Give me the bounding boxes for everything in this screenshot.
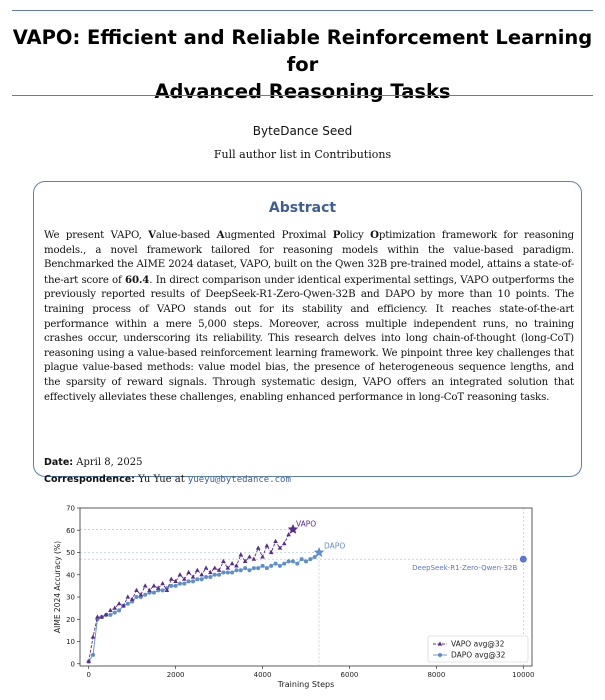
dapo-point <box>243 566 247 570</box>
y-tick-label: 0 <box>70 660 75 669</box>
vapo-point <box>256 545 261 549</box>
x-tick-label: 0 <box>86 671 91 679</box>
dapo-point <box>252 566 256 570</box>
title-line-2: Advanced Reasoning Tasks <box>154 80 451 103</box>
vapo-point <box>282 541 287 545</box>
dapo-point <box>91 653 95 657</box>
dapo-point <box>313 555 317 559</box>
dapo-point <box>126 602 130 606</box>
dapo-point <box>195 577 199 581</box>
deepseek-point <box>520 556 527 563</box>
page-title <box>0 24 605 105</box>
dapo-point <box>152 591 156 595</box>
legend-dapo-label: DAPO avg@32 <box>451 650 506 660</box>
vapo-point <box>265 543 270 547</box>
correspondence-line <box>44 474 291 485</box>
x-axis-label: Training Steps <box>277 680 335 689</box>
dapo-point <box>274 562 278 566</box>
dapo-point <box>182 582 186 586</box>
vapo-point <box>247 554 252 558</box>
dapo-point <box>217 573 221 577</box>
x-tick-label: 2000 <box>166 671 185 679</box>
dapo-point <box>221 571 225 575</box>
dapo-point <box>234 568 238 572</box>
dapo-point <box>308 557 312 561</box>
dapo-point <box>278 564 282 568</box>
aime-accuracy-chart <box>50 498 540 693</box>
sota-score: 60.4 <box>125 273 150 286</box>
vapo-annotation-label: VAPO <box>295 519 317 529</box>
vapo-point <box>152 583 157 587</box>
date-line <box>44 457 142 468</box>
vapo-point <box>230 561 235 565</box>
dapo-point <box>213 573 217 577</box>
vapo-point <box>160 581 165 585</box>
vapo-point <box>130 597 135 601</box>
dapo-point <box>208 575 212 579</box>
dapo-point <box>226 571 230 575</box>
vapo-point <box>260 554 265 558</box>
correspondence-name: Yu Yue at <box>138 474 185 485</box>
y-tick-label: 30 <box>66 593 75 602</box>
dapo-point <box>261 564 265 568</box>
correspondence-email-link[interactable]: yueyu@bytedance.com <box>187 475 291 485</box>
vapo-point <box>169 577 174 581</box>
title-rule <box>12 95 593 96</box>
vapo-point <box>143 583 148 587</box>
dapo-point <box>282 562 286 566</box>
vapo-point <box>117 601 122 605</box>
x-tick-label: 10000 <box>512 671 535 679</box>
vapo-line <box>89 529 293 661</box>
dapo-annotation-label: DAPO <box>324 541 346 551</box>
dapo-point <box>174 584 178 588</box>
affiliation: ByteDance Seed <box>252 124 353 138</box>
vapo-point <box>239 552 244 556</box>
dapo-point <box>269 564 273 568</box>
x-tick-label: 4000 <box>253 671 272 679</box>
vapo-point <box>204 565 209 569</box>
dapo-point <box>295 562 299 566</box>
dapo-point <box>135 595 139 599</box>
vapo-point <box>91 634 96 638</box>
dapo-point <box>239 568 243 572</box>
dapo-point <box>108 613 112 617</box>
top-rule <box>12 10 593 11</box>
abstract-heading: Abstract <box>268 200 337 216</box>
legend-vapo-label: VAPO avg@32 <box>451 639 505 649</box>
date-value: April 8, 2025 <box>76 457 143 468</box>
vapo-point <box>126 594 131 598</box>
dapo-point <box>291 559 295 563</box>
vapo-point <box>212 565 217 569</box>
dapo-point <box>265 566 269 570</box>
dapo-point <box>113 611 117 615</box>
dapo-point <box>187 579 191 583</box>
dapo-point <box>117 608 121 612</box>
dapo-point <box>191 579 195 583</box>
authors-note: Full author list in Contributions <box>213 148 392 161</box>
x-tick-label: 6000 <box>340 671 359 679</box>
y-tick-label: 60 <box>66 526 75 535</box>
vapo-point <box>95 614 100 618</box>
vapo-point <box>186 570 191 574</box>
dapo-point <box>248 568 252 572</box>
dapo-point <box>304 559 308 563</box>
dapo-point <box>300 557 304 561</box>
dapo-point <box>169 584 173 588</box>
legend-dapo-marker <box>438 653 442 657</box>
y-tick-label: 50 <box>66 549 75 558</box>
date-label: Date: <box>44 457 74 468</box>
y-axis-label: AIME 2024 Accuracy (%) <box>53 540 62 634</box>
vapo-point <box>199 572 204 576</box>
vapo-point <box>134 588 139 592</box>
vapo-point <box>195 568 200 572</box>
correspondence-label: Correspondence: <box>44 474 135 485</box>
vapo-point <box>108 608 113 612</box>
vapo-point <box>252 557 257 561</box>
dapo-point <box>287 559 291 563</box>
x-tick-label: 8000 <box>427 671 446 679</box>
vapo-point <box>273 539 278 543</box>
y-tick-label: 40 <box>66 571 75 580</box>
y-tick-label: 70 <box>66 504 75 513</box>
y-tick-label: 10 <box>66 638 75 647</box>
dapo-point <box>178 582 182 586</box>
dapo-point <box>256 566 260 570</box>
dapo-point <box>161 588 165 592</box>
title-line-1: VAPO: Efficient and Reliable Reinforcement Learning for <box>12 26 593 76</box>
y-tick-label: 20 <box>66 615 75 624</box>
deepseek-annotation-label: DeepSeek-R1-Zero-Qwen-32B <box>412 564 518 573</box>
dapo-point <box>143 593 147 597</box>
dapo-point <box>200 577 204 581</box>
vapo-point <box>178 572 183 576</box>
abstract-text: We present VAPO, Value-based Augmented Proximal Policy Optimization framework for reasoning models., a novel framework tailored for reasoning models within the value-based paradigm. Benchmarked the AIME 2024 dataset, VAPO, built on the Qwen 32B pre-trained model, attains a state-of-the-art score of 60.4. In direct comparison under identical experimental settings, VAPO outperforms the previously reported results of DeepSeek-R1-Zero-Qwen-32B and DAPO by more than 10 points. The training process of VAPO stands out for its stability and efficiency. It reaches state-of-the-art performance within a mere 5,000 steps. Moreover, across multiple independent runs, no training crashes occur, underscoring its reliability. This research delves into long chain-of-thought (long-CoT) reasoning using a value-based reinforcement learning framework. We pinpoint three key challenges that plague value-based methods: value model bias, the presence of heterogeneous sequence lengths, and the sparsity of reward signals. Through systematic design, VAPO offers an integrated solution that effectively alleviates these challenges, enabling enhanced performance in long-CoT reasoning tasks. <box>44 229 574 403</box>
dapo-point <box>204 575 208 579</box>
dapo-point <box>230 571 234 575</box>
